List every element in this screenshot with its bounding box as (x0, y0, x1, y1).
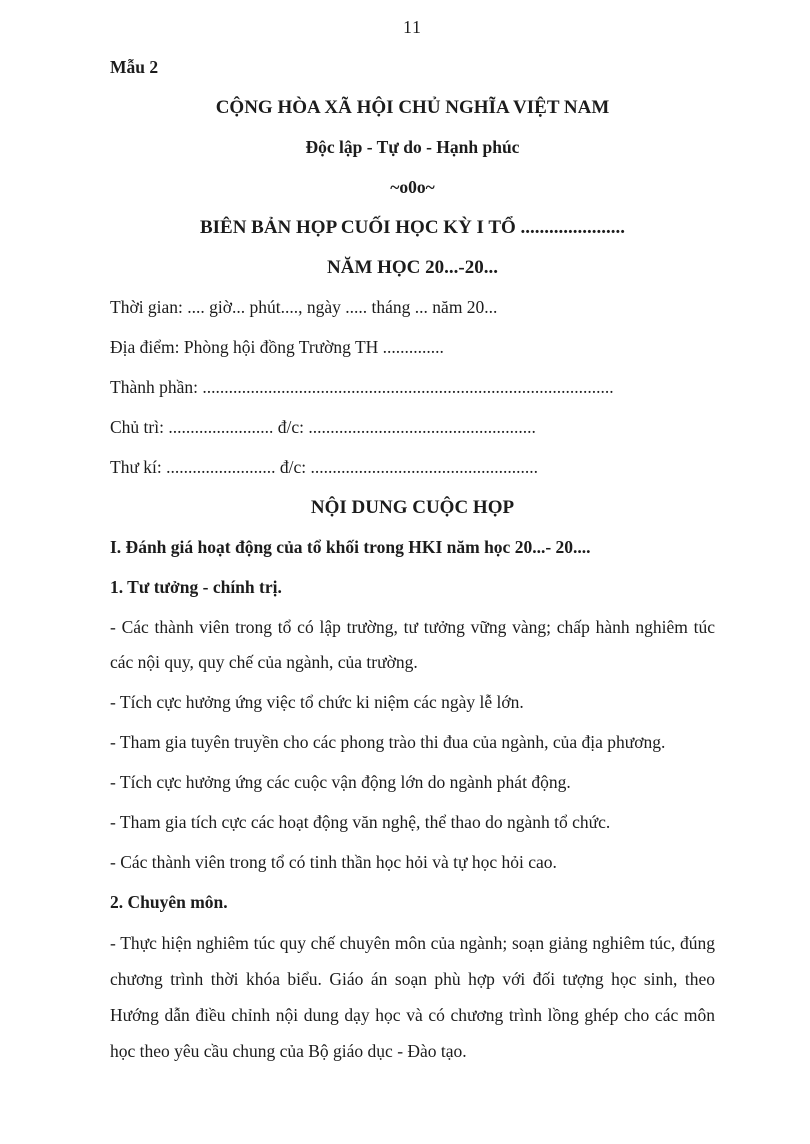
meta-time: Thời gian: .... giờ... phút...., ngày ..... tháng ... năm 20... (110, 297, 498, 317)
sub2-paragraph: - Thực hiện nghiêm túc quy chế chuyên môn của ngành; soạn giảng nghiêm túc, đúng chương trình thời khóa biểu. Giáo án soạn phù hợp với đối tượng học sinh, theo Hướng dẫn điều chỉnh nội dung dạy học và có chương trình lồng ghép cho các môn học theo yêu cầu chung của Bộ giáo dục - Đào tạo. (110, 933, 715, 1061)
sub1-item: - Các thành viên trong tổ có tinh thần học hỏi và tự học hỏi cao. (110, 852, 557, 872)
document-title: BIÊN BẢN HỌP CUỐI HỌC KỲ I TỔ ...................... (199, 217, 626, 238)
sub1-item: - Tham gia tuyên truyền cho các phong trào thi đua của ngành, của địa phương. (110, 732, 666, 752)
section-title: NỘI DUNG CUỘC HỌP (310, 497, 515, 518)
meta-location: Địa điểm: Phòng hội đồng Trường TH .............. (110, 337, 444, 357)
heading-section-i: I. Đánh giá hoạt động của tổ khối trong HKI năm học 20...- 20.... (110, 537, 591, 557)
sub1-item: - Tích cực hưởng ứng việc tổ chức ki niệm các ngày lễ lớn. (110, 692, 524, 712)
sub1-item: - Các thành viên trong tổ có lập trường, tư tưởng vững vàng; chấp hành nghiêm túc các nội quy, quy chế của ngành, của trường. (110, 617, 715, 672)
national-motto: Độc lập - Tự do - Hạnh phúc (305, 137, 520, 157)
meta-secretary: Thư kí: ......................... đ/c: .................................................... (110, 457, 539, 477)
page-number: 11 (403, 17, 422, 37)
school-year-title: NĂM HỌC 20...-20... (327, 257, 498, 278)
heading-sub2: 2. Chuyên môn. (110, 892, 228, 912)
sub1-item: - Tham gia tích cực các hoạt động văn nghệ, thể thao do ngành tổ chức. (110, 812, 611, 832)
header-divider: ~o0o~ (390, 177, 435, 197)
national-title: CỘNG HÒA XÃ HỘI CHỦ NGHĨA VIỆT NAM (215, 97, 610, 118)
form-label: Mẫu 2 (110, 57, 159, 77)
meta-participants: Thành phần: .............................................................................................. (110, 377, 614, 397)
sub1-item: - Tích cực hưởng ứng các cuộc vận động lớn do ngành phát động. (110, 772, 571, 792)
meta-chair: Chủ trì: ........................ đ/c: .................................................... (110, 417, 536, 437)
heading-sub1: 1. Tư tưởng - chính trị. (110, 577, 282, 597)
